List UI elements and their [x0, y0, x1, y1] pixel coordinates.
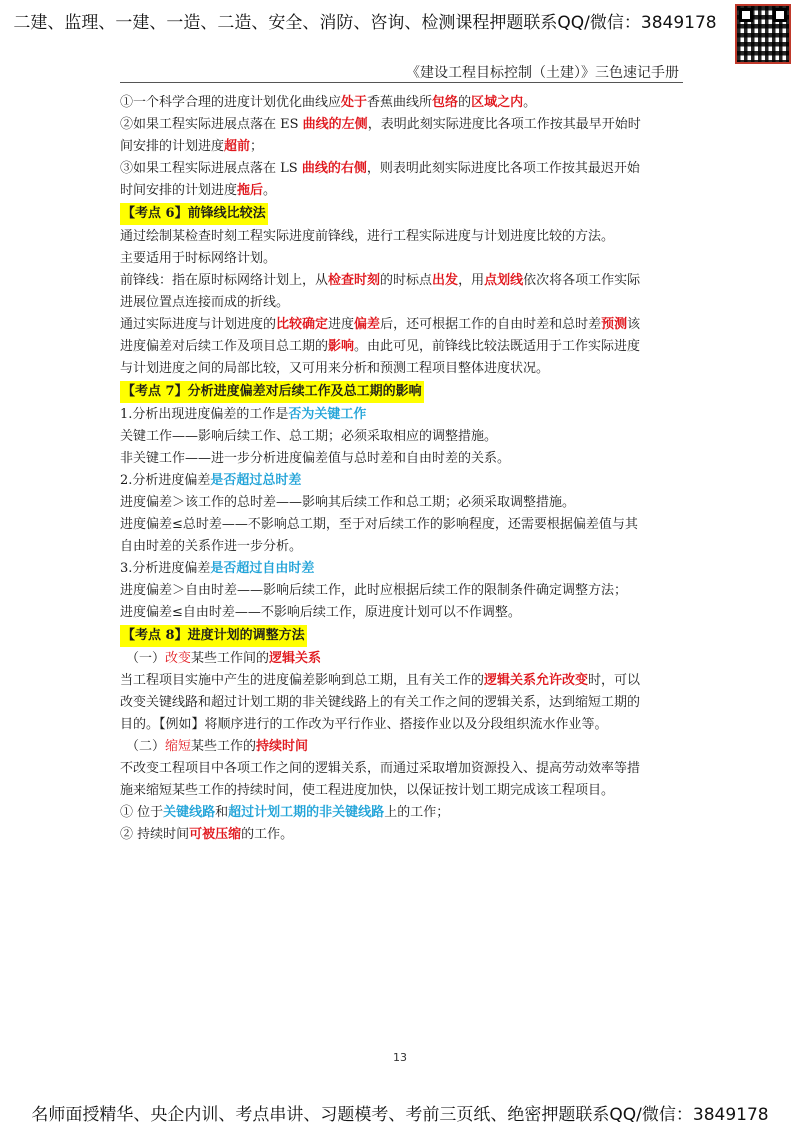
text-line: 不改变工程项目中各项工作之间的逻辑关系，而通过采取增加资源投入、提高劳动效率等措	[120, 761, 641, 776]
text-line: ②如果工程实际进展点落在 ES 曲线的左侧，表明此刻实际进度比各项工作按其最早开始时	[120, 117, 641, 132]
text-line: 改变关键线路和超过计划工期的非关键线路上的有关工作之间的逻辑关系，达到缩短工期的	[120, 695, 641, 710]
section-heading	[120, 202, 683, 226]
topic-6-heading: 【考点 6】前锋线比较法	[120, 203, 268, 225]
header-title: 《建设工程目标控制（土建）》三色速记手册	[406, 65, 679, 81]
topic-8-heading: 【考点 8】进度计划的调整方法	[120, 625, 307, 647]
text-line: 进度偏差≤总时差——不影响总工期，至于对后续工作的影响程度，还需要根据偏差值与其	[120, 517, 638, 532]
text-line: （二）缩短某些工作的持续时间	[126, 739, 309, 754]
text-line: 3.分析进度偏差是否超过自由时差	[120, 561, 315, 576]
text-line: ③如果工程实际进展点落在 LS 曲线的右侧，则表明此刻实际进度比各项工作按其最迟开始	[120, 161, 640, 176]
text-line: ①一个科学合理的进度计划优化曲线应处于香蕉曲线所包络的区域之内。	[120, 95, 537, 110]
topic-7-heading: 【考点 7】分析进度偏差对后续工作及总工期的影响	[120, 381, 424, 403]
section-heading	[120, 624, 683, 648]
page-number: 13	[393, 1051, 407, 1064]
text-line: （一）改变某些工作间的逻辑关系	[126, 651, 322, 666]
text-line: 间安排的计划进度超前；	[120, 139, 264, 154]
top-contact-banner: 二建、监理、一建、一造、二造、安全、消防、咨询、检测课程押题联系QQ/微信：3849178	[13, 13, 717, 33]
text-line: 进展位置点连接而成的折线。	[120, 295, 290, 310]
header-divider	[120, 82, 683, 83]
text-line: ① 位于关键线路和超过计划工期的非关键线路上的工作；	[120, 805, 450, 820]
section-heading	[120, 380, 683, 404]
text-line: 前锋线：指在原时标网络计划上，从检查时刻的时标点出发，用点划线依次将各项工作实际	[120, 273, 641, 288]
text-line: 自由时差的关系作进一步分析。	[120, 539, 303, 554]
text-line: 进度偏差＞该工作的总时差——影响其后续工作和总工期；必须采取调整措施。	[120, 495, 576, 510]
text-line: 时间安排的计划进度拖后。	[120, 183, 277, 198]
text-line: 当工程项目实施中产生的进度偏差影响到总工期，且有关工作的逻辑关系允许改变时，可以	[120, 673, 641, 688]
text-line: 进度偏差对后续工作及项目总工期的影响。由此可见，前锋线比较法既适用于工作实际进度	[120, 339, 641, 354]
text-line: 通过实际进度与计划进度的比较确定进度偏差后，还可根据工作的自由时差和总时差预测该	[120, 317, 641, 332]
qr-code-image	[735, 4, 791, 64]
text-line: 通过绘制某检查时刻工程实际进度前锋线，进行工程实际进度与计划进度比较的方法。	[120, 229, 615, 244]
text-line: 1.分析出现进度偏差的工作是否为关键工作	[120, 407, 367, 422]
text-line: 目的。【例如】将顺序进行的工作改为平行作业、搭接作业以及分段组织流水作业等。	[120, 717, 608, 732]
text-line: ② 持续时间可被压缩的工作。	[120, 827, 294, 842]
bottom-contact-banner: 名师面授精华、央企内训、考点串讲、习题模考、考前三页纸、绝密押题联系QQ/微信：3849178	[31, 1105, 769, 1125]
page-body	[120, 92, 683, 846]
text-line: 非关键工作——进一步分析进度偏差值与总时差和自由时差的关系。	[120, 451, 511, 466]
text-line: 与计划进度之间的局部比较，又可用来分析和预测工程项目整体进度状况。	[120, 361, 550, 376]
text-line: 2.分析进度偏差是否超过总时差	[120, 473, 302, 488]
text-line: 施来缩短某些工作的持续时间，使工程进度加快，以保证按计划工期完成该工程项目。	[120, 783, 615, 798]
text-line: 关键工作——影响后续工作、总工期；必须采取相应的调整措施。	[120, 429, 498, 444]
text-line: 进度偏差≤自由时差——不影响后续工作，原进度计划可以不作调整。	[120, 605, 521, 620]
text-line: 进度偏差＞自由时差——影响后续工作，此时应根据后续工作的限制条件确定调整方法；	[120, 583, 628, 598]
text-line: 主要适用于时标网络计划。	[120, 251, 277, 266]
